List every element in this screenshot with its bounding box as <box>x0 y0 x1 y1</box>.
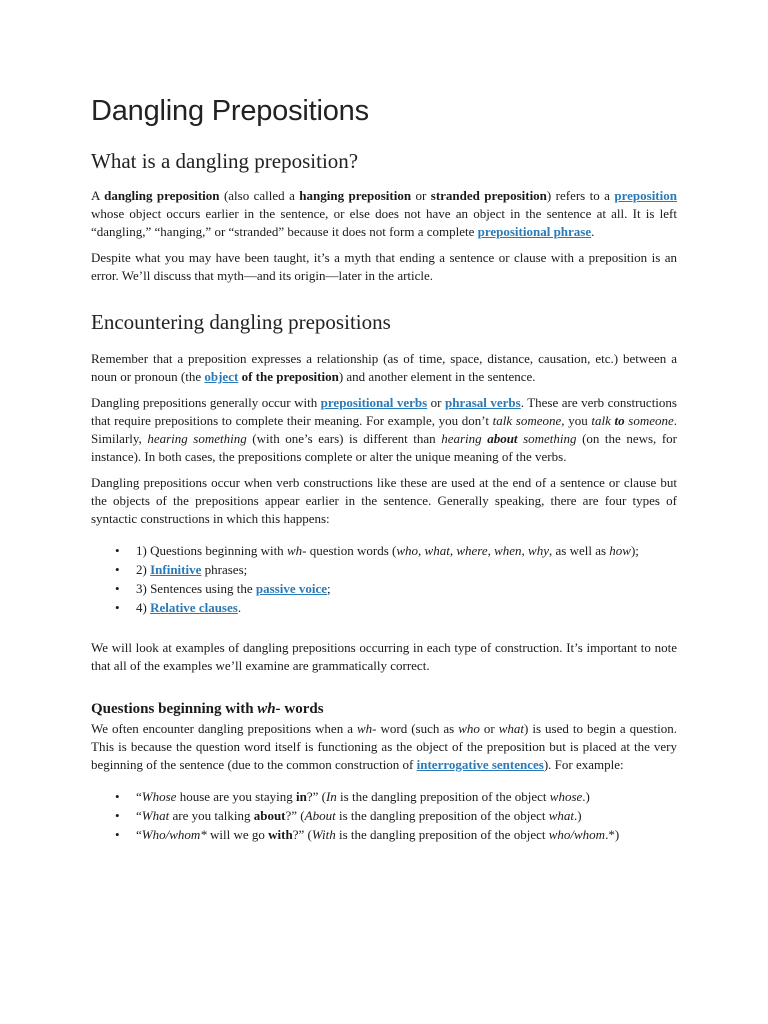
bold-term: dangling preposition <box>104 188 220 203</box>
text: A <box>91 188 105 203</box>
text: ?” ( <box>285 808 305 823</box>
italic-text: what <box>548 808 575 823</box>
text: Questions beginning with <box>91 701 258 717</box>
text: “ <box>136 789 142 804</box>
link-phrasal-verbs[interactable]: phrasal verbs <box>445 395 521 410</box>
italic-text: talk someone <box>492 413 562 428</box>
text: (on the news, for instance). In both cases, the prepositions complete or alter the unique meaning of the verbs. <box>91 431 678 464</box>
bullet-icon: • <box>115 789 120 804</box>
text: We often encounter dangling prepositions when a <box>91 721 357 736</box>
italic-text: With <box>311 827 336 842</box>
list-item <box>91 561 677 579</box>
text: (with one’s ears) is different than <box>246 431 442 446</box>
text: . These are verb constructions that require prepositions to complete their meaning. For example, you don’t <box>91 395 677 428</box>
text: . <box>591 224 595 239</box>
text: “ <box>136 827 142 842</box>
text: Remember that a preposition expresses a relationship (as of time, space, distance, causation, etc.) between a noun or pronoun (the <box>91 351 677 384</box>
text: .*) <box>605 827 620 842</box>
text: ) is used to begin a question. This is because the question word itself is functioning as the object of the preposition but is placed at the very beginning of the sentence (due to the common construction of <box>91 721 677 772</box>
page-title: Dangling Prepositions <box>91 95 369 127</box>
text: “ <box>136 808 142 823</box>
italic-text: something <box>517 431 577 446</box>
bold-term: with <box>268 827 293 842</box>
text: 1) Questions beginning with <box>136 543 287 558</box>
text: word (such as <box>376 721 459 736</box>
article-body <box>91 92 677 859</box>
link-relative-clauses[interactable]: Relative clauses <box>150 600 238 615</box>
bold-italic-text: about <box>481 431 518 446</box>
bold-italic-text: to <box>610 413 625 428</box>
text: ) refers to a <box>546 188 615 203</box>
italic-text: who/whom <box>548 827 606 842</box>
text: phrases; <box>201 562 248 577</box>
bullet-icon: • <box>115 808 120 823</box>
text: is the dangling preposition of the object <box>335 808 549 823</box>
text: 2) <box>136 562 151 577</box>
paragraph-examples-note: We will look at examples of dangling prepositions occurring in each type of construction. It’s important to note that all of the examples we’ll examine are grammatically correct. <box>91 640 677 673</box>
italic-text: In <box>325 789 337 804</box>
bullet-icon: • <box>115 581 120 596</box>
text: , you <box>561 413 592 428</box>
text: Dangling prepositions generally occur with <box>91 395 321 410</box>
text: 3) Sentences using the <box>136 581 256 596</box>
list-item <box>91 580 677 598</box>
paragraph-occur: Dangling prepositions occur when verb constructions like these are used at the end of a sentence or clause but the objects of the prepositions appear earlier in the sentence. Generally speaking, there are four types of syntactic constructions in which this happens: <box>91 475 677 526</box>
link-infinitive[interactable]: Infinitive <box>150 562 202 577</box>
text: is the dangling preposition of the object <box>336 789 550 804</box>
bullet-icon: • <box>115 600 120 615</box>
link-object[interactable]: object <box>204 369 239 384</box>
text: or <box>411 188 431 203</box>
link-prepositional-verbs[interactable]: prepositional verbs <box>320 395 428 410</box>
bullet-icon: • <box>115 562 120 577</box>
text: , as well as <box>548 543 610 558</box>
bullet-icon: • <box>115 543 120 558</box>
paragraph-verbs <box>91 394 677 466</box>
link-passive-voice[interactable]: passive voice <box>255 581 328 596</box>
text: ) and another element in the sentence. <box>338 369 536 384</box>
text: ). For example: <box>543 757 624 772</box>
italic-text: who, what, where, when, why <box>396 543 549 558</box>
italic-text: About <box>304 808 336 823</box>
text: or <box>427 395 445 410</box>
italic-text: What <box>141 808 170 823</box>
text: are you talking <box>169 808 254 823</box>
text: . <box>237 600 242 615</box>
italic-text: Whose <box>141 789 177 804</box>
text: . Similarly, <box>91 413 678 446</box>
text: question words ( <box>306 543 397 558</box>
subsection-heading-wh-words <box>91 699 677 719</box>
text: words <box>280 701 324 717</box>
text: ?” ( <box>292 827 312 842</box>
example-item <box>91 788 677 806</box>
link-preposition[interactable]: preposition <box>614 188 677 203</box>
italic-text: how <box>609 543 631 558</box>
italic-text: someone <box>624 413 674 428</box>
text: is the dangling preposition of the object <box>335 827 549 842</box>
text: ?” ( <box>306 789 326 804</box>
text: will we go <box>206 827 269 842</box>
italic-text: what <box>498 721 525 736</box>
bold-term: in <box>295 789 307 804</box>
list-item <box>91 599 677 617</box>
bold-term: about <box>253 808 286 823</box>
italic-text: wh- <box>356 721 377 736</box>
paragraph-definition <box>91 187 677 241</box>
bold-term: hanging preposition <box>299 188 412 203</box>
section-heading-what-is: What is a dangling preposition? <box>91 149 359 173</box>
link-prepositional-phrase[interactable]: prepositional phrase <box>477 224 592 239</box>
paragraph-myth: Despite what you may have been taught, it’s a myth that ending a sentence or clause with a preposition is an error. We’ll discuss that myth—and its origin—later in the article. <box>91 250 677 283</box>
text: ; <box>327 581 331 596</box>
text: or <box>479 721 499 736</box>
bold-term: of the preposition <box>238 369 339 384</box>
text: ); <box>630 543 639 558</box>
bullet-icon: • <box>115 827 120 842</box>
text: whose object occurs earlier in the sentence, or else does not have an object in the sentence at all. It is left “dangling,” “hanging,” or “stranded” because it does not form a complete <box>91 206 677 239</box>
text: .) <box>582 789 590 804</box>
example-item <box>91 807 677 825</box>
list-item <box>91 542 677 560</box>
text: (also called a <box>219 188 300 203</box>
italic-text: hearing <box>441 431 482 446</box>
examples-list <box>91 788 677 844</box>
italic-text: wh- <box>286 543 307 558</box>
text: .) <box>574 808 582 823</box>
italic-text: whose <box>549 789 583 804</box>
paragraph-relationship <box>91 350 677 386</box>
italic-text: wh- <box>257 701 281 717</box>
text: house are you staying <box>176 789 296 804</box>
construction-types-list <box>91 542 677 617</box>
text: 4) <box>136 600 151 615</box>
italic-text: talk <box>591 413 611 428</box>
paragraph-wh-questions <box>91 720 677 774</box>
italic-text: hearing something <box>147 431 247 446</box>
section-heading-encountering: Encountering dangling prepositions <box>91 310 391 334</box>
bold-term: stranded preposition <box>430 188 547 203</box>
example-item <box>91 826 677 844</box>
italic-text: who <box>458 721 480 736</box>
italic-text: Who/whom* <box>141 827 207 842</box>
link-interrogative-sentences[interactable]: interrogative sentences <box>416 757 544 772</box>
